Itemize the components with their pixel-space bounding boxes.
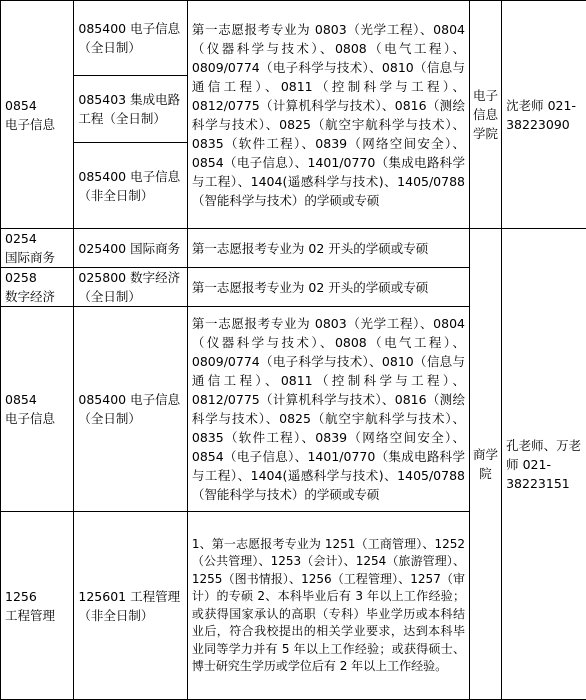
major-cell: 085400 电子信息（全日制） — [74, 1, 188, 76]
major-cell: 085403 集成电路工程（全日制） — [74, 76, 188, 143]
requirement-cell: 第一志愿报考专业为 0803（光学工程）、0804（仪器科学与技术）、0808（电气工程）、0809/0774（电子科学与技术）、0810（信息与通信工程）、0811（控制科学与工程）、0812/0775（计算机科学与技术）、0816（测绘科学与技术）、0825（航空宇航科学与技术）、0835（软件工程）、0839（网络空间安全）、0854（电子信息）、1401/0770（集成电路科学与工程）、1404(遥感科学与技术)、1405/0788（智能科学与技术）的学硕或专硕 — [187, 1, 469, 229]
table-row — [1, 1, 586, 76]
discipline-cell — [1, 268, 74, 307]
requirement-cell: 第一志愿报考专业为 02 开头的学硕或专硕 — [187, 268, 469, 307]
discipline-code: 0258 — [5, 268, 69, 287]
requirement-cell: 第一志愿报考专业为 02 开头的学硕或专硕 — [187, 229, 469, 268]
discipline-code: 0854 — [5, 96, 69, 115]
discipline-cell — [1, 512, 74, 700]
college-cell: 商学院 — [470, 229, 502, 700]
requirement-cell: 1、第一志愿报考专业为 1251（工商管理）、1252（公共管理）、1253（会计）、1254（旅游管理）、1255（图书情报）、1256（工程管理）、1257（审计）的专硕 2、本科毕业后有 3 年以上工作经验；或获得国家承认的高职（专科）毕业学历或本科结业后，符合我校提出的相关学业要求，达到本科毕业同等学力并有 5 年以上工作经验；或获得硕士、博士研究生学历或学位后有 2 年以上工作经验。 — [187, 512, 469, 700]
major-cell: 125601 工程管理（非全日制） — [74, 512, 188, 700]
contact-cell: 孔老师、万老师 021-38223151 — [502, 229, 586, 700]
discipline-name: 电子信息 — [5, 115, 69, 134]
table-row — [1, 229, 586, 268]
discipline-cell — [1, 1, 74, 229]
discipline-cell — [1, 307, 74, 512]
major-cell: 025400 国际商务 — [74, 229, 188, 268]
discipline-name: 国际商务 — [5, 248, 69, 267]
discipline-name: 工程管理 — [5, 606, 69, 625]
discipline-code: 0854 — [5, 390, 69, 409]
discipline-cell — [1, 229, 74, 268]
major-cell: 085400 电子信息（非全日制） — [74, 143, 188, 229]
contact-cell: 沈老师 021-38223090 — [502, 1, 586, 229]
discipline-code: 0254 — [5, 229, 69, 248]
college-cell: 电子信息学院 — [470, 1, 502, 229]
discipline-name: 电子信息 — [5, 409, 69, 428]
discipline-code: 1256 — [5, 587, 69, 606]
requirement-cell: 第一志愿报考专业为 0803（光学工程）、0804（仪器科学与技术）、0808（电气工程）、0809/0774（电子科学与技术）、0810（信息与通信工程）、0811（控制科学与工程）、0812/0775（计算机科学与技术）、0816（测绘科学与技术）、0825（航空宇航科学与技术）、0835（软件工程）、0839（网络空间安全）、0854（电子信息）、1401/0770（集成电路科学与工程）、1404(遥感科学与技术)、1405/0788（智能科学与技术）的学硕或专硕 — [187, 307, 469, 512]
discipline-name: 数字经济 — [5, 287, 69, 306]
major-cell: 085400 电子信息（全日制） — [74, 307, 188, 512]
major-cell: 025800 数字经济（全日制） — [74, 268, 188, 307]
